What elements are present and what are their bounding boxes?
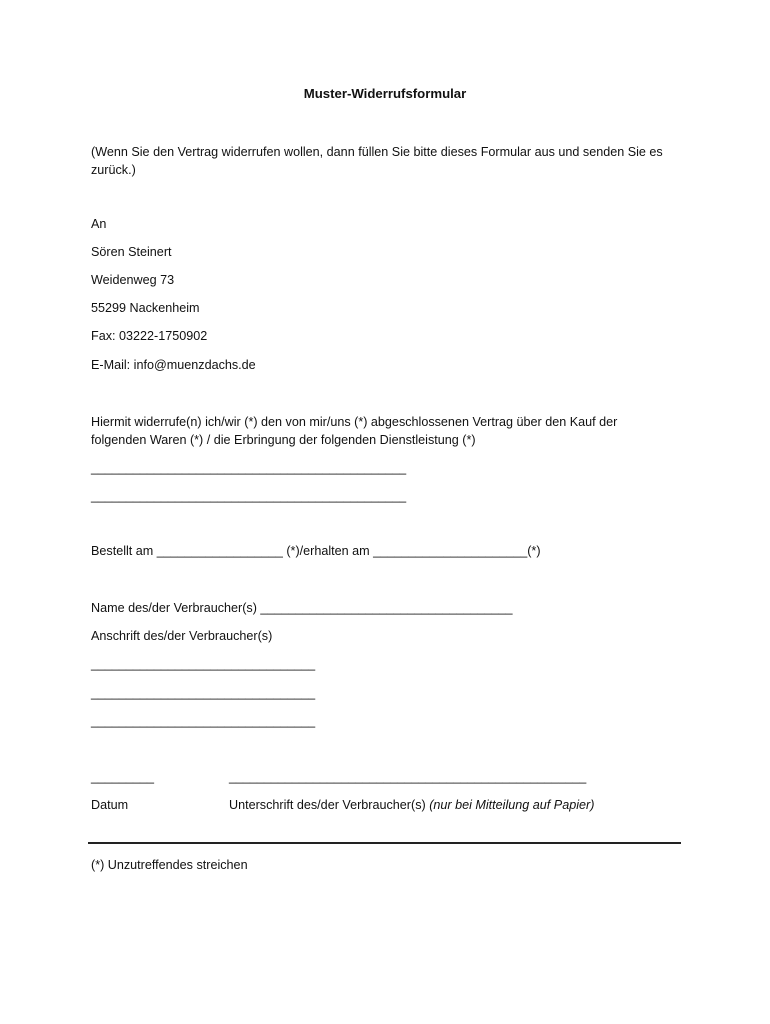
recipient-label: An [91,217,107,231]
address-blank-line-3: ________________________________ [91,714,316,728]
footnote: (*) Unzutreffendes streichen [91,858,248,872]
signature-label: Unterschrift des/der Verbraucher(s) [229,798,426,812]
address-blank-line-2: ________________________________ [91,686,316,700]
recipient-street: Weidenweg 73 [91,273,175,287]
goods-blank-line-1: _____________________________________________ [91,461,407,475]
date-blank-line: _________ [91,770,155,784]
signature-label-row [229,796,594,814]
address-blank-line-1: ________________________________ [91,657,316,671]
signature-note: (nur bei Mitteilung auf Papier) [429,798,595,812]
goods-blank-line-2: _____________________________________________ [91,489,407,503]
consumer-address-label: Anschrift des/der Verbraucher(s) [91,629,273,643]
date-label: Datum [91,798,129,812]
recipient-email: E-Mail: info@muenzdachs.de [91,358,256,372]
withdrawal-declaration: Hiermit widerrufe(n) ich/wir (*) den von mir/uns (*) abgeschlossenen Vertrag über den Kauf der folgenden Waren (*) / die Erbringung der folgenden Dienstleistung (*) [91,415,618,447]
footnote-divider [88,842,681,844]
consumer-name-line: Name des/der Verbraucher(s) ____________________________________ [91,601,513,615]
recipient-fax: Fax: 03222-1750902 [91,329,208,343]
signature-blank-line: ___________________________________________________ [229,770,587,784]
intro-text: (Wenn Sie den Vertrag widerrufen wollen, dann füllen Sie bitte dieses Formular aus und senden Sie es zurück.) [91,145,663,177]
recipient-name: Sören Steinert [91,245,172,259]
ordered-received-line: Bestellt am __________________ (*)/erhalten am ______________________(*) [91,544,541,558]
form-title: Muster-Widerrufsformular [303,86,467,101]
recipient-city: 55299 Nackenheim [91,301,200,315]
